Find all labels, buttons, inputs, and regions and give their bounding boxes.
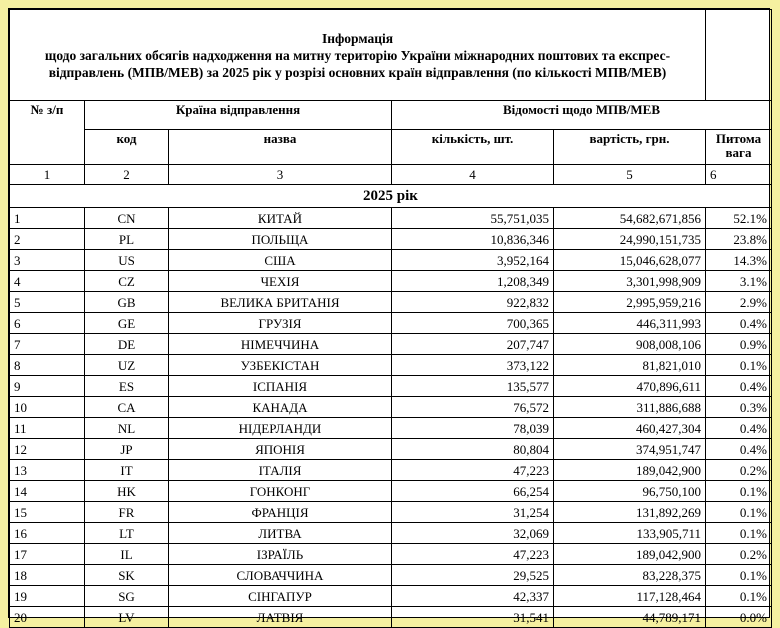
table-row xyxy=(10,565,772,586)
quantity: 922,832 xyxy=(392,292,554,313)
country-name: ВЕЛИКА БРИТАНІЯ xyxy=(169,292,392,313)
country-code: SK xyxy=(85,565,169,586)
country-code: NL xyxy=(85,418,169,439)
share: 0.3% xyxy=(706,397,772,418)
row-number: 6 xyxy=(10,313,85,334)
header-num: № з/п xyxy=(10,101,85,165)
share: 0.9% xyxy=(706,334,772,355)
year-row xyxy=(10,185,772,208)
share: 0.2% xyxy=(706,544,772,565)
quantity: 76,572 xyxy=(392,397,554,418)
country-name: НІДЕРЛАНДИ xyxy=(169,418,392,439)
title-blank-cell xyxy=(706,10,772,101)
value: 460,427,304 xyxy=(554,418,706,439)
quantity: 66,254 xyxy=(392,481,554,502)
column-number: 5 xyxy=(554,165,706,185)
row-number: 7 xyxy=(10,334,85,355)
share: 0.4% xyxy=(706,439,772,460)
table-row xyxy=(10,292,772,313)
document-frame xyxy=(8,8,770,625)
table-row xyxy=(10,271,772,292)
table-row xyxy=(10,481,772,502)
row-number: 10 xyxy=(10,397,85,418)
country-name: КИТАЙ xyxy=(169,208,392,229)
share: 0.4% xyxy=(706,313,772,334)
share: 0.1% xyxy=(706,502,772,523)
country-code: CZ xyxy=(85,271,169,292)
share: 2.9% xyxy=(706,292,772,313)
header-qty: кількість, шт. xyxy=(392,130,554,165)
country-code: LV xyxy=(85,607,169,628)
value: 44,789,171 xyxy=(554,607,706,628)
value: 117,128,464 xyxy=(554,586,706,607)
country-name: СІНГАПУР xyxy=(169,586,392,607)
quantity: 78,039 xyxy=(392,418,554,439)
column-numbers-row xyxy=(10,165,772,185)
value: 81,821,010 xyxy=(554,355,706,376)
value: 311,886,688 xyxy=(554,397,706,418)
country-name: ЧЕХІЯ xyxy=(169,271,392,292)
value: 3,301,998,909 xyxy=(554,271,706,292)
header-value: вартість, грн. xyxy=(554,130,706,165)
header-country-group: Країна відправлення xyxy=(85,101,392,130)
country-code: US xyxy=(85,250,169,271)
table-row xyxy=(10,460,772,481)
shipments-table xyxy=(9,9,772,628)
country-name: ІТАЛІЯ xyxy=(169,460,392,481)
quantity: 47,223 xyxy=(392,460,554,481)
row-number: 15 xyxy=(10,502,85,523)
share: 52.1% xyxy=(706,208,772,229)
country-code: IL xyxy=(85,544,169,565)
quantity: 207,747 xyxy=(392,334,554,355)
value: 133,905,711 xyxy=(554,523,706,544)
country-code: SG xyxy=(85,586,169,607)
share: 0.4% xyxy=(706,418,772,439)
header-row-1 xyxy=(10,101,772,130)
header-name: назва xyxy=(169,130,392,165)
title-line-1: Інформація xyxy=(321,30,394,46)
value: 470,896,611 xyxy=(554,376,706,397)
country-code: HK xyxy=(85,481,169,502)
quantity: 3,952,164 xyxy=(392,250,554,271)
share: 0.0% xyxy=(706,607,772,628)
quantity: 135,577 xyxy=(392,376,554,397)
table-row xyxy=(10,544,772,565)
country-name: ІСПАНІЯ xyxy=(169,376,392,397)
row-number: 12 xyxy=(10,439,85,460)
quantity: 700,365 xyxy=(392,313,554,334)
row-number: 20 xyxy=(10,607,85,628)
country-name: НІМЕЧЧИНА xyxy=(169,334,392,355)
row-number: 16 xyxy=(10,523,85,544)
title-line-2: щодо загальних обсягів надходження на митну територію України міжнародних поштових та експрес-відправлень (МПВ/МЕВ) за 2025 рік у розрізі основних країн відправлення (по кількості МПВ/МЕВ) xyxy=(44,47,671,80)
share: 0.1% xyxy=(706,523,772,544)
value: 189,042,900 xyxy=(554,544,706,565)
country-code: GE xyxy=(85,313,169,334)
value: 908,008,106 xyxy=(554,334,706,355)
row-number: 13 xyxy=(10,460,85,481)
table-row xyxy=(10,229,772,250)
country-name: ІЗРАЇЛЬ xyxy=(169,544,392,565)
value: 374,951,747 xyxy=(554,439,706,460)
row-number: 19 xyxy=(10,586,85,607)
share: 14.3% xyxy=(706,250,772,271)
table-row xyxy=(10,397,772,418)
country-name: ГОНКОНГ xyxy=(169,481,392,502)
country-name: СЛОВАЧЧИНА xyxy=(169,565,392,586)
header-code: код xyxy=(85,130,169,165)
quantity: 31,541 xyxy=(392,607,554,628)
country-code: IT xyxy=(85,460,169,481)
country-name: КАНАДА xyxy=(169,397,392,418)
value: 24,990,151,735 xyxy=(554,229,706,250)
share: 0.4% xyxy=(706,376,772,397)
value: 2,995,959,216 xyxy=(554,292,706,313)
country-code: JP xyxy=(85,439,169,460)
table-row xyxy=(10,607,772,628)
share: 0.1% xyxy=(706,355,772,376)
country-code: CN xyxy=(85,208,169,229)
table-row xyxy=(10,418,772,439)
country-code: GB xyxy=(85,292,169,313)
quantity: 47,223 xyxy=(392,544,554,565)
country-name: ФРАНЦІЯ xyxy=(169,502,392,523)
country-name: ГРУЗІЯ xyxy=(169,313,392,334)
table-row xyxy=(10,523,772,544)
quantity: 32,069 xyxy=(392,523,554,544)
quantity: 10,836,346 xyxy=(392,229,554,250)
country-code: PL xyxy=(85,229,169,250)
value: 446,311,993 xyxy=(554,313,706,334)
share: 0.1% xyxy=(706,481,772,502)
row-number: 17 xyxy=(10,544,85,565)
table-row xyxy=(10,502,772,523)
row-number: 18 xyxy=(10,565,85,586)
table-row xyxy=(10,334,772,355)
quantity: 80,804 xyxy=(392,439,554,460)
column-number: 2 xyxy=(85,165,169,185)
share: 3.1% xyxy=(706,271,772,292)
table-row xyxy=(10,355,772,376)
row-number: 5 xyxy=(10,292,85,313)
country-name: ЛИТВА xyxy=(169,523,392,544)
row-number: 4 xyxy=(10,271,85,292)
table-row xyxy=(10,208,772,229)
country-name: УЗБЕКІСТАН xyxy=(169,355,392,376)
row-number: 9 xyxy=(10,376,85,397)
quantity: 373,122 xyxy=(392,355,554,376)
table-row xyxy=(10,250,772,271)
country-code: UZ xyxy=(85,355,169,376)
country-name: ЛАТВІЯ xyxy=(169,607,392,628)
country-code: DE xyxy=(85,334,169,355)
title-row xyxy=(10,10,772,101)
row-number: 8 xyxy=(10,355,85,376)
share: 0.1% xyxy=(706,565,772,586)
row-number: 14 xyxy=(10,481,85,502)
share: 0.2% xyxy=(706,460,772,481)
value: 131,892,269 xyxy=(554,502,706,523)
value: 54,682,671,856 xyxy=(554,208,706,229)
column-number: 3 xyxy=(169,165,392,185)
country-code: FR xyxy=(85,502,169,523)
table-row xyxy=(10,439,772,460)
country-code: CA xyxy=(85,397,169,418)
quantity: 42,337 xyxy=(392,586,554,607)
table-row xyxy=(10,586,772,607)
row-number: 1 xyxy=(10,208,85,229)
quantity: 29,525 xyxy=(392,565,554,586)
column-number: 1 xyxy=(10,165,85,185)
country-code: ES xyxy=(85,376,169,397)
header-info-group: Відомості щодо МПВ/МЕВ xyxy=(392,101,772,130)
year-label: 2025 рік xyxy=(10,185,772,208)
table-row xyxy=(10,376,772,397)
share: 0.1% xyxy=(706,586,772,607)
quantity: 55,751,035 xyxy=(392,208,554,229)
country-name: ПОЛЬЩА xyxy=(169,229,392,250)
value: 189,042,900 xyxy=(554,460,706,481)
column-number: 6 xyxy=(706,165,772,185)
country-name: ЯПОНІЯ xyxy=(169,439,392,460)
header-row-2 xyxy=(10,130,772,165)
header-share: Питома вага xyxy=(706,130,772,165)
country-code: LT xyxy=(85,523,169,544)
quantity: 31,254 xyxy=(392,502,554,523)
row-number: 3 xyxy=(10,250,85,271)
row-number: 11 xyxy=(10,418,85,439)
country-name: США xyxy=(169,250,392,271)
column-number: 4 xyxy=(392,165,554,185)
value: 83,228,375 xyxy=(554,565,706,586)
row-number: 2 xyxy=(10,229,85,250)
value: 15,046,628,077 xyxy=(554,250,706,271)
share: 23.8% xyxy=(706,229,772,250)
document-title xyxy=(10,10,706,101)
table-row xyxy=(10,313,772,334)
quantity: 1,208,349 xyxy=(392,271,554,292)
value: 96,750,100 xyxy=(554,481,706,502)
